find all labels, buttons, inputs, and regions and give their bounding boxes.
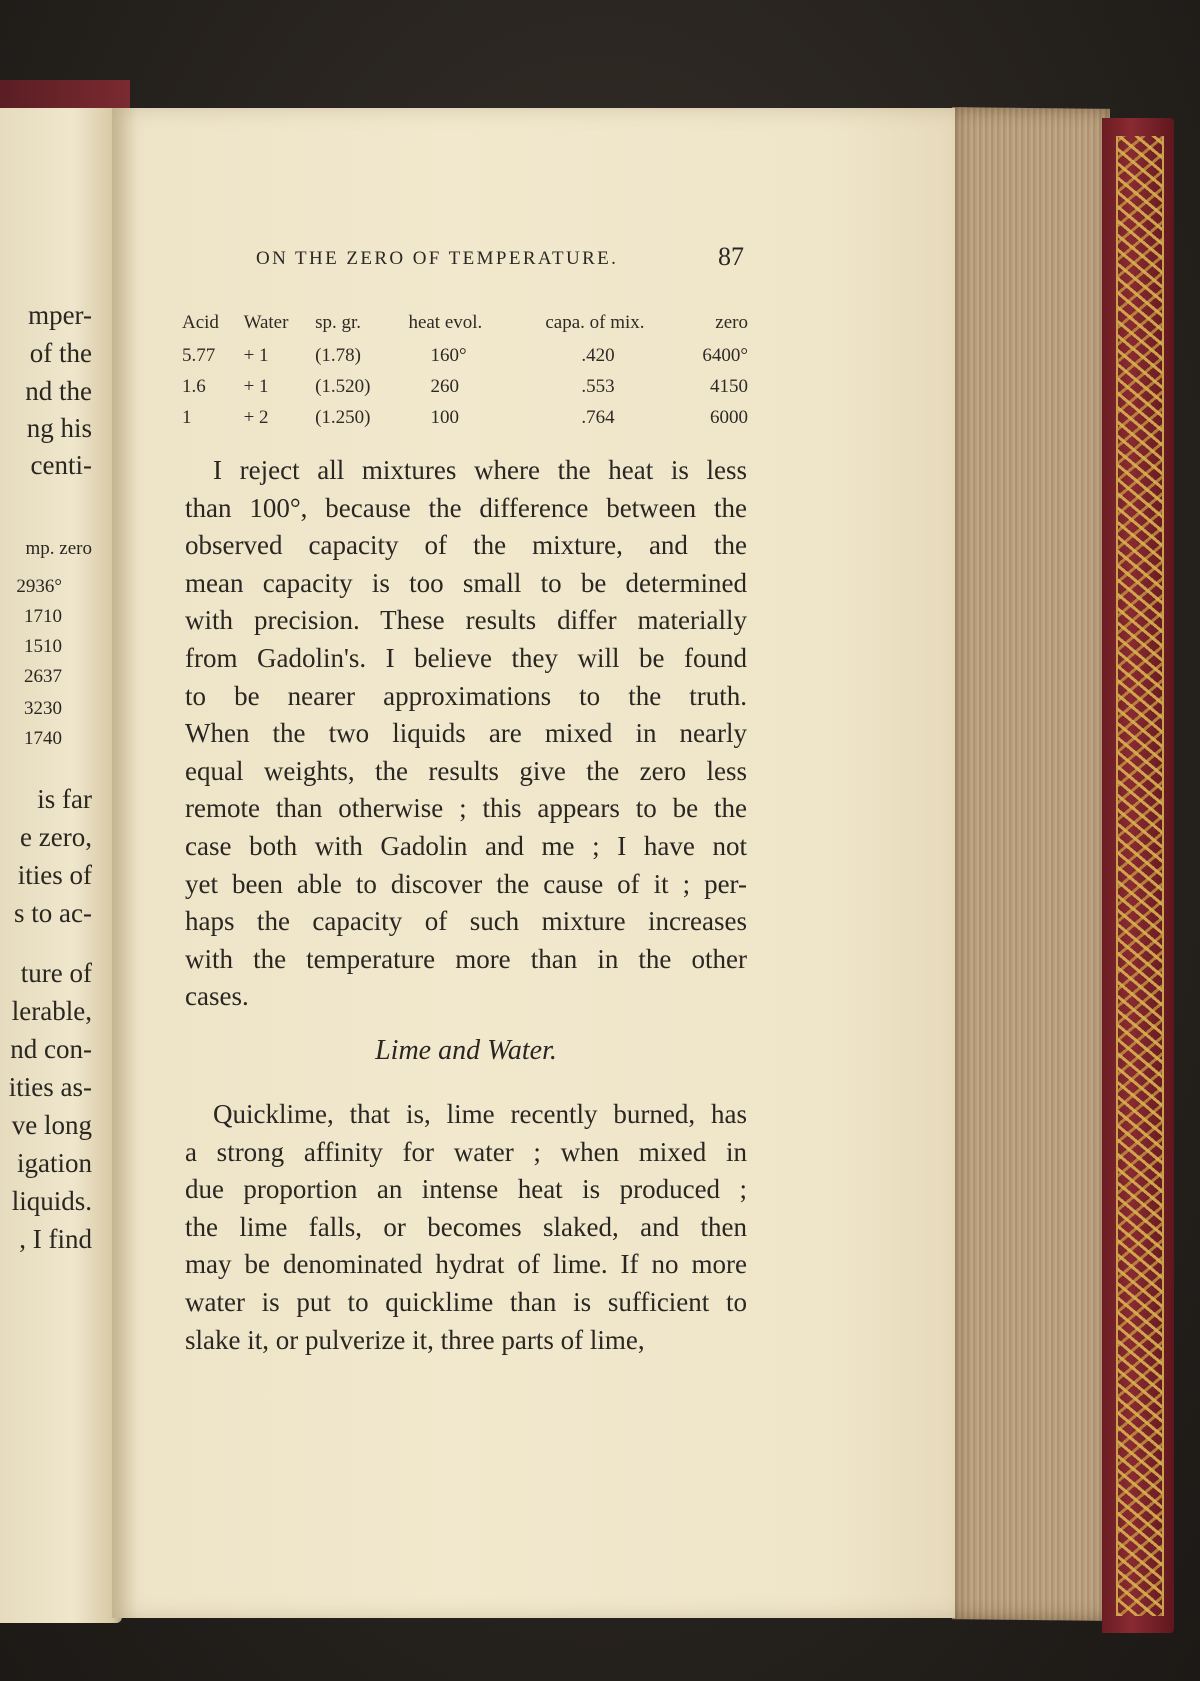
cell-capa-of-mix: .553 [581, 375, 615, 397]
left-page-fragment: , I find [19, 1224, 92, 1254]
left-page-fragment: centi- [30, 450, 92, 480]
text-line: may be denominated hydrat of lime. If no more [185, 1249, 747, 1280]
cell-water: + 1 [243, 344, 269, 366]
left-page-fragment: 3230 [24, 698, 62, 719]
gilt-border-ornament [1116, 136, 1164, 1616]
running-head-title: ON THE ZERO OF TEMPERATURE. [256, 248, 619, 269]
text-line: from Gadolin's. I believe they will be found [185, 642, 747, 673]
header-sp-gr: sp. gr. [315, 312, 362, 333]
page-block-edges [952, 107, 1110, 1621]
section-heading: Lime and Water. [375, 1035, 557, 1066]
left-page-fragment: s to ac- [14, 898, 92, 928]
cell-heat-evol: 260 [430, 375, 459, 397]
text-line: to be nearer approximations to the truth. [185, 680, 747, 711]
text-line: with precision. These results differ materially [185, 605, 747, 636]
left-page-fragment: liquids. [11, 1186, 92, 1216]
text-line: haps the capacity of such mixture increases [185, 906, 747, 937]
cell-sp-gr: (1.78) [315, 344, 361, 366]
header-water: Water [243, 312, 289, 333]
cell-water: + 2 [243, 406, 269, 428]
text-line: observed capacity of the mixture, and the [185, 530, 747, 561]
header-zero: zero [715, 312, 748, 333]
left-page-fragment: mp. zero [25, 538, 92, 559]
text-line: the lime falls, or becomes slaked, and then [185, 1211, 747, 1242]
text-line: case both with Gadolin and me ; I have not [185, 830, 747, 861]
header-acid: Acid [182, 312, 219, 333]
text-line: than 100°, because the difference between the [185, 492, 747, 523]
data-table [182, 306, 748, 433]
text-line: mean capacity is too small to be determined [185, 567, 747, 598]
text-line: due proportion an intense heat is produced ; [185, 1174, 747, 1205]
header-heat-evol: heat evol. [408, 312, 483, 333]
paragraph-quicklime [185, 1096, 747, 1359]
cell-water: + 1 [243, 375, 269, 397]
left-page-fragment: 2637 [24, 666, 62, 687]
text-line: Quicklime, that is, lime recently burned, has [213, 1099, 747, 1129]
cell-heat-evol: 100 [430, 406, 459, 428]
cell-sp-gr: (1.520) [315, 375, 371, 397]
table-row [182, 340, 748, 371]
cell-zero: 4150 [710, 375, 748, 397]
left-page-fragment: 1710 [24, 606, 62, 627]
left-page-fragment: igation [17, 1148, 92, 1178]
text-line: slake it, or pulverize it, three parts of lime, [185, 1324, 645, 1355]
text-line: a strong affinity for water ; when mixed in [185, 1136, 747, 1167]
cell-acid: 1 [182, 406, 192, 428]
left-page-fragment: is far [37, 784, 92, 814]
text-line: remote than otherwise ; this appears to be the [185, 793, 747, 824]
text-line: cases. [185, 981, 249, 1012]
left-page-fragment: ities as- [8, 1072, 92, 1102]
table-row [182, 402, 748, 433]
left-page-fragment: ve long [11, 1110, 92, 1140]
left-page-fragment: 1740 [24, 728, 62, 749]
text-line: water is put to quicklime than is sufficient to [185, 1286, 747, 1317]
cell-acid: 5.77 [182, 344, 216, 366]
book-cover [1102, 118, 1174, 1633]
left-page-fragment: nd con- [10, 1034, 92, 1064]
text-line: I reject all mixtures where the heat is less [213, 455, 747, 485]
cell-sp-gr: (1.250) [315, 406, 371, 428]
text-line: equal weights, the results give the zero less [185, 755, 747, 786]
left-page-fragment: lerable, [11, 996, 92, 1026]
left-page-fragment: ng his [26, 413, 92, 443]
header-capa-of-mix: capa. of mix. [545, 312, 645, 333]
left-page-fragment: ture of [20, 958, 92, 988]
page-number: 87 [718, 242, 744, 271]
cell-zero: 6400° [702, 344, 748, 366]
text-line: yet been able to discover the cause of it ; per- [185, 868, 747, 899]
cell-zero: 6000 [710, 406, 748, 428]
left-page-fragment: 1510 [24, 636, 62, 657]
cell-acid: 1.6 [182, 375, 206, 397]
cell-capa-of-mix: .420 [581, 344, 615, 366]
text-line: When the two liquids are mixed in nearly [185, 718, 747, 749]
left-page-fragment: ities of [17, 860, 92, 890]
left-page-fragment: 2936° [16, 576, 62, 597]
cell-heat-evol: 160° [430, 344, 467, 366]
paragraph-mixtures [185, 452, 747, 1016]
left-facing-page [0, 108, 122, 1623]
cell-capa-of-mix: .764 [581, 406, 615, 428]
text-line: with the temperature more than in the other [185, 943, 747, 974]
table-row [182, 371, 748, 402]
left-page-fragment: of the [29, 338, 92, 368]
left-page-fragment: nd the [25, 376, 92, 406]
left-page-fragment: mper- [28, 300, 92, 330]
table-header-row [182, 306, 748, 340]
left-page-fragment: e zero, [20, 822, 92, 852]
